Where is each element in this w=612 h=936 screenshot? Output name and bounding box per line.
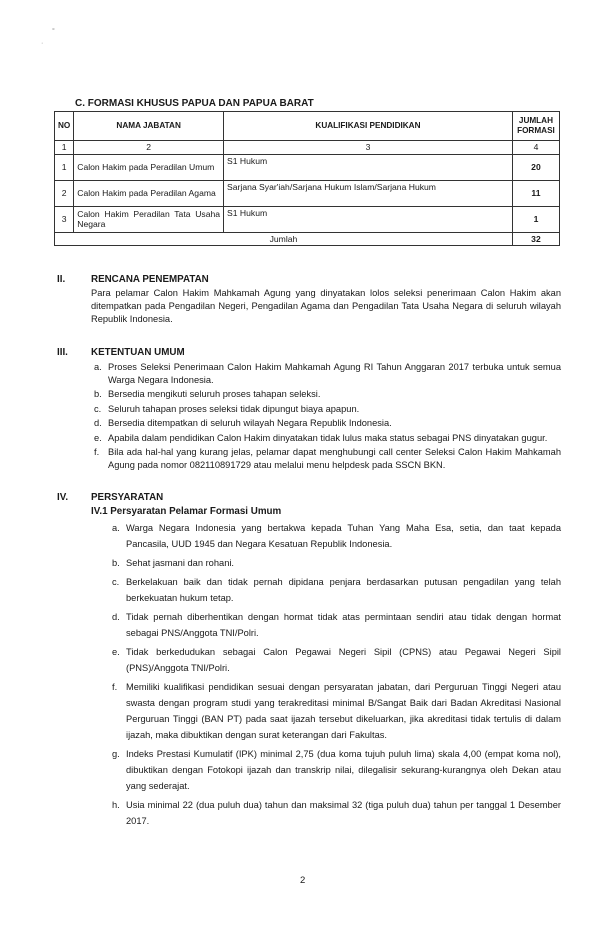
index-cell: 4 (512, 141, 559, 155)
list-item (112, 574, 561, 606)
list-marker: d. (94, 418, 102, 428)
list-item-text: Bersedia ditempatkan di seluruh wilayah Negara Republik Indonesia. (108, 418, 392, 428)
row-nama-jabatan: Calon Hakim pada Peradilan Umum (74, 154, 224, 180)
section-c-title: C. FORMASI KHUSUS PAPUA DAN PAPUA BARAT (75, 98, 314, 109)
list-marker: a. (94, 362, 102, 372)
list-item (112, 520, 561, 552)
list-marker: c. (112, 577, 120, 587)
list-item (112, 746, 561, 794)
row-nama-jabatan: Calon Hakim pada Peradilan Agama (74, 180, 224, 206)
formasi-table (54, 111, 560, 246)
list-item (94, 403, 561, 416)
page-number: 2 (300, 875, 306, 886)
list-item (94, 417, 561, 430)
list-item (94, 432, 561, 445)
list-item-text: Sehat jasmani dan rohani. (126, 558, 235, 568)
section-iii-number: III. (57, 347, 68, 358)
list-marker: e. (112, 647, 120, 657)
list-item (94, 446, 561, 471)
section-ii-title: RENCANA PENEMPATAN (91, 274, 209, 285)
persyaratan-list (112, 520, 561, 829)
list-item-text: Seluruh tahapan proses seleksi tidak dipungut biaya apapun. (108, 403, 360, 414)
row-kualifikasi: S1 Hukum (224, 154, 513, 180)
row-jumlah: 1 (512, 206, 559, 232)
list-marker: a. (112, 523, 120, 533)
list-item (112, 555, 561, 571)
list-item (112, 797, 561, 829)
section-ii-number: II. (57, 274, 66, 285)
list-marker: f. (94, 447, 100, 457)
section-ii-text: Para pelamar Calon Hakim Mahkamah Agung yang dinyatakan lolos seleksi penerimaan Calon Hakim akan ditempatkan pada Pengadilan Negeri, Pengadilan Agama dan Pengadilan Tata Usaha Negara di seluruh wilayah Republik Indonesia. (91, 288, 561, 324)
list-item (112, 679, 561, 743)
row-no: 1 (55, 154, 74, 180)
section-iv-subtitle: IV.1 Persyaratan Pelamar Formasi Umum (91, 506, 282, 517)
header-jumlah-formasi: JUMLAH FORMASI (512, 112, 559, 141)
table-total-row (55, 232, 560, 246)
table-row (55, 180, 560, 206)
list-item (112, 644, 561, 676)
list-item-text: Usia minimal 22 (dua puluh dua) tahun dan maksimal 32 (tiga puluh dua) tahun per tanggal 1 Desember 2017. (126, 800, 561, 826)
table-header-row (55, 112, 560, 141)
list-item-text: Warga Negara Indonesia yang bertakwa kepada Tuhan Yang Maha Esa, setia, dan taat kepada Pancasila, UUD 1945 dan Negara Kesatuan Republik Indonesia. (126, 523, 561, 549)
list-item-text: Indeks Prestasi Kumulatif (IPK) minimal 2,75 (dua koma tujuh puluh lima) skala 4,00 (empat koma nol), dibuktikan dengan Fotokopi ijazah dan transkrip nilai, dilegalisir sekurang-kurangnya oleh Dekan atau yang sederajat. (126, 749, 561, 791)
row-jumlah: 20 (512, 154, 559, 180)
section-iv-title: PERSYARATAN (91, 492, 164, 503)
list-marker: c. (94, 403, 102, 414)
index-cell: 3 (224, 141, 513, 155)
section-iv-number: IV. (57, 492, 69, 503)
section-iii-title: KETENTUAN UMUM (91, 347, 185, 358)
list-marker: h. (112, 800, 120, 810)
table-row (55, 206, 560, 232)
header-kualifikasi: KUALIFIKASI PENDIDIKAN (224, 112, 513, 141)
list-item-text: Proses Seleksi Penerimaan Calon Hakim Mahkamah Agung RI Tahun Anggaran 2017 terbuka untuk semua Warga Negara Indonesia. (108, 362, 561, 385)
row-kualifikasi: Sarjana Syar'iah/Sarjana Hukum Islam/Sarjana Hukum (224, 180, 513, 206)
list-item-text: Bersedia mengikuti seluruh proses tahapan seleksi. (108, 389, 321, 399)
total-label: Jumlah (55, 232, 513, 246)
row-no: 2 (55, 180, 74, 206)
row-no: 3 (55, 206, 74, 232)
ketentuan-list (94, 361, 561, 471)
header-nama-jabatan: NAMA JABATAN (74, 112, 224, 141)
list-item (94, 388, 561, 401)
list-item-text: Tidak berkedudukan sebagai Calon Pegawai Negeri Sipil (CPNS) atau Pegawai Negeri Sipil (PNS)/Anggota TNI/Polri. (126, 647, 561, 673)
list-item (112, 609, 561, 641)
scan-speck: ° (52, 28, 55, 35)
list-item-text: Berkelakuan baik dan tidak pernah dipidana penjara berdasarkan putusan pengadilan yang telah berkekuatan hukum tetap. (126, 577, 561, 603)
index-cell: 2 (74, 141, 224, 155)
list-item-text: Memiliki kualifikasi pendidikan sesuai dengan persyaratan jabatan, dari Perguruan Tinggi Negeri atau swasta dengan program studi yang terakreditasi minimal B/Sangat Baik dari Badan Akreditasi Nasional Perguruan Tinggi (BAN PT) pada saat ijazah tersebut dikeluarkan, jika akreditasi tidak tertulis di dalam ijazah, maka dibuktikan dengan surat keterangan dari Fakultas. (126, 682, 561, 740)
list-marker: b. (94, 389, 102, 399)
list-marker: b. (112, 558, 120, 568)
list-item (94, 361, 561, 386)
table-index-row (55, 141, 560, 155)
list-marker: f. (112, 682, 118, 692)
table-row (55, 154, 560, 180)
row-kualifikasi: S1 Hukum (224, 206, 513, 232)
list-marker: e. (94, 432, 102, 443)
row-jumlah: 11 (512, 180, 559, 206)
index-cell: 1 (55, 141, 74, 155)
list-marker: d. (112, 612, 120, 622)
list-item-text: Tidak pernah diberhentikan dengan hormat tidak atas permintaan sendiri atau tidak dengan hormat sebagai PNS/Anggota TNI/Polri. (126, 612, 561, 638)
total-value: 32 (512, 232, 559, 246)
scan-speck: · (41, 40, 44, 47)
list-item-text: Bila ada hal-hal yang kurang jelas, pelamar dapat menghubungi call center Seleksi Calon Hakim Mahkamah Agung pada nomor 082110891729 atau melalui menu helpdesk pada SSCN BKN. (108, 447, 561, 470)
header-no: NO (55, 112, 74, 141)
list-item-text: Apabila dalam pendidikan Calon Hakim dinyatakan tidak lulus maka status sebagai PNS dinyatakan gugur. (108, 432, 548, 443)
row-nama-jabatan: Calon Hakim Peradilan Tata Usaha Negara (74, 206, 224, 232)
list-marker: g. (112, 749, 120, 759)
